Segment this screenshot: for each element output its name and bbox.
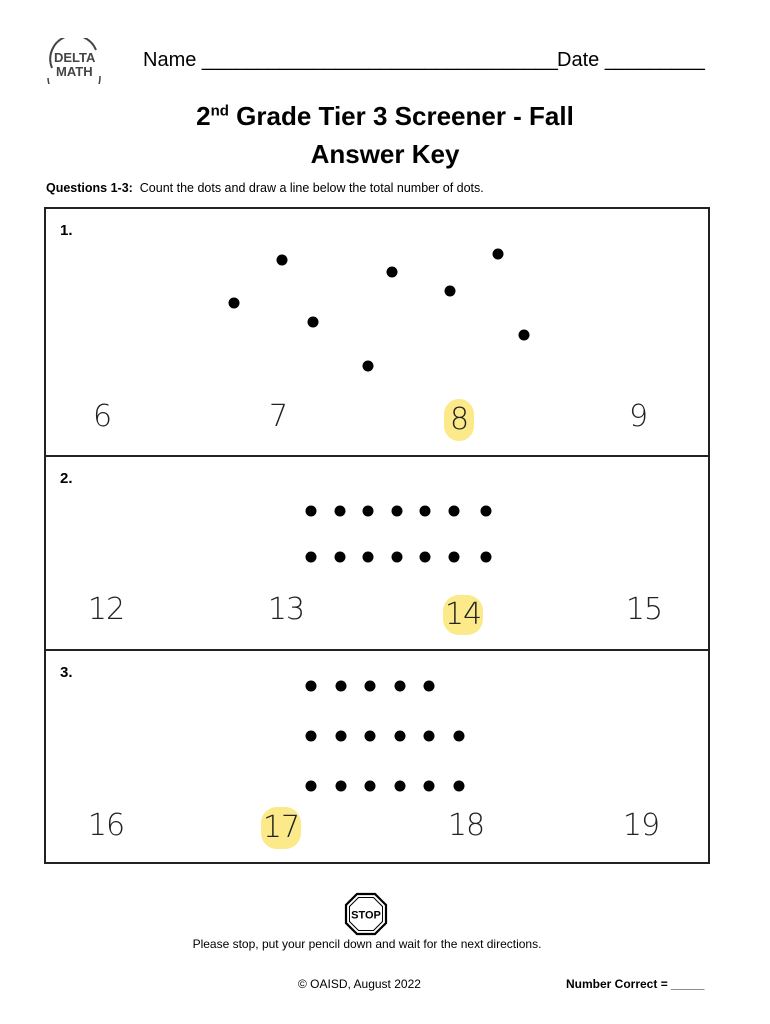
q1-choice-2[interactable]: 7	[268, 399, 288, 434]
dot	[365, 781, 376, 792]
dot	[454, 781, 465, 792]
dot	[387, 267, 398, 278]
page-subtitle: Answer Key	[310, 139, 460, 169]
q3-choice-4[interactable]: 19	[622, 808, 660, 843]
dot	[493, 249, 504, 260]
dot	[306, 552, 317, 563]
dot	[306, 781, 317, 792]
grade-number: 2	[196, 101, 211, 131]
dot	[424, 781, 435, 792]
copyright: © OAISD, August 2022	[298, 977, 421, 991]
dot	[454, 731, 465, 742]
question-3-label: 3.	[60, 664, 73, 681]
stop-sign-text: STOP	[351, 909, 381, 922]
q3-choice-3[interactable]: 18	[447, 808, 485, 843]
dot	[229, 298, 240, 309]
page-title	[0, 101, 770, 132]
dot	[424, 731, 435, 742]
dot	[395, 681, 406, 692]
dot	[365, 731, 376, 742]
q2-choice-2[interactable]: 13	[267, 592, 305, 627]
dot	[363, 506, 374, 517]
dot	[519, 330, 530, 341]
delta-math-logo	[44, 38, 106, 84]
date-blank[interactable]: _________	[604, 49, 705, 71]
dot	[481, 552, 492, 563]
dot	[308, 317, 319, 328]
date-label: Date	[557, 49, 600, 71]
logo-text-delta: DELTA	[54, 50, 96, 65]
name-label: Name	[143, 49, 197, 71]
question-2-label: 2.	[60, 470, 73, 487]
question-1-box	[44, 207, 710, 457]
dot	[335, 552, 346, 563]
dot	[481, 506, 492, 517]
q3-choice-2-answer[interactable]: 17	[261, 807, 301, 849]
dot	[445, 286, 456, 297]
dot	[395, 731, 406, 742]
number-correct-field[interactable]: Number Correct = _____	[566, 977, 705, 991]
dot	[336, 731, 347, 742]
dot	[424, 681, 435, 692]
dot	[365, 681, 376, 692]
dot	[335, 506, 346, 517]
dot	[420, 506, 431, 517]
dot	[449, 552, 460, 563]
dot	[449, 506, 460, 517]
date-field[interactable]	[557, 49, 705, 72]
question-1-label: 1.	[60, 222, 73, 239]
question-2-box	[44, 455, 710, 651]
dot	[395, 781, 406, 792]
q1-choice-1[interactable]: 6	[92, 399, 112, 434]
question-3-dots	[46, 651, 708, 862]
dot	[363, 361, 374, 372]
instructions	[46, 181, 484, 195]
grade-suffix: nd	[210, 102, 229, 120]
dot	[306, 731, 317, 742]
dot	[336, 681, 347, 692]
q2-choice-1[interactable]: 12	[87, 592, 125, 627]
instructions-prefix: Questions 1-3:	[46, 181, 133, 195]
q2-choice-3-answer[interactable]: 14	[443, 595, 483, 635]
dot	[306, 506, 317, 517]
dot	[420, 552, 431, 563]
q3-choice-1[interactable]: 16	[87, 808, 125, 843]
stop-sign-icon	[344, 892, 388, 936]
title-line1: Grade Tier 3 Screener - Fall	[228, 101, 574, 131]
q2-choice-4[interactable]: 15	[625, 592, 663, 627]
dot	[392, 506, 403, 517]
dot	[392, 552, 403, 563]
question-2-dots	[46, 457, 708, 649]
question-3-box	[44, 649, 710, 864]
dot	[336, 781, 347, 792]
name-blank[interactable]: ________________________________	[201, 49, 558, 71]
logo-text-math: MATH	[56, 64, 93, 79]
dot	[277, 255, 288, 266]
q1-choice-3-answer[interactable]: 8	[444, 399, 474, 441]
dot	[363, 552, 374, 563]
dot	[306, 681, 317, 692]
instructions-text: Count the dots and draw a line below the total number of dots.	[139, 181, 484, 195]
name-field[interactable]	[143, 49, 558, 72]
q1-choice-4[interactable]: 9	[628, 399, 648, 434]
stop-message: Please stop, put your pencil down and wait for the next directions.	[192, 937, 542, 951]
